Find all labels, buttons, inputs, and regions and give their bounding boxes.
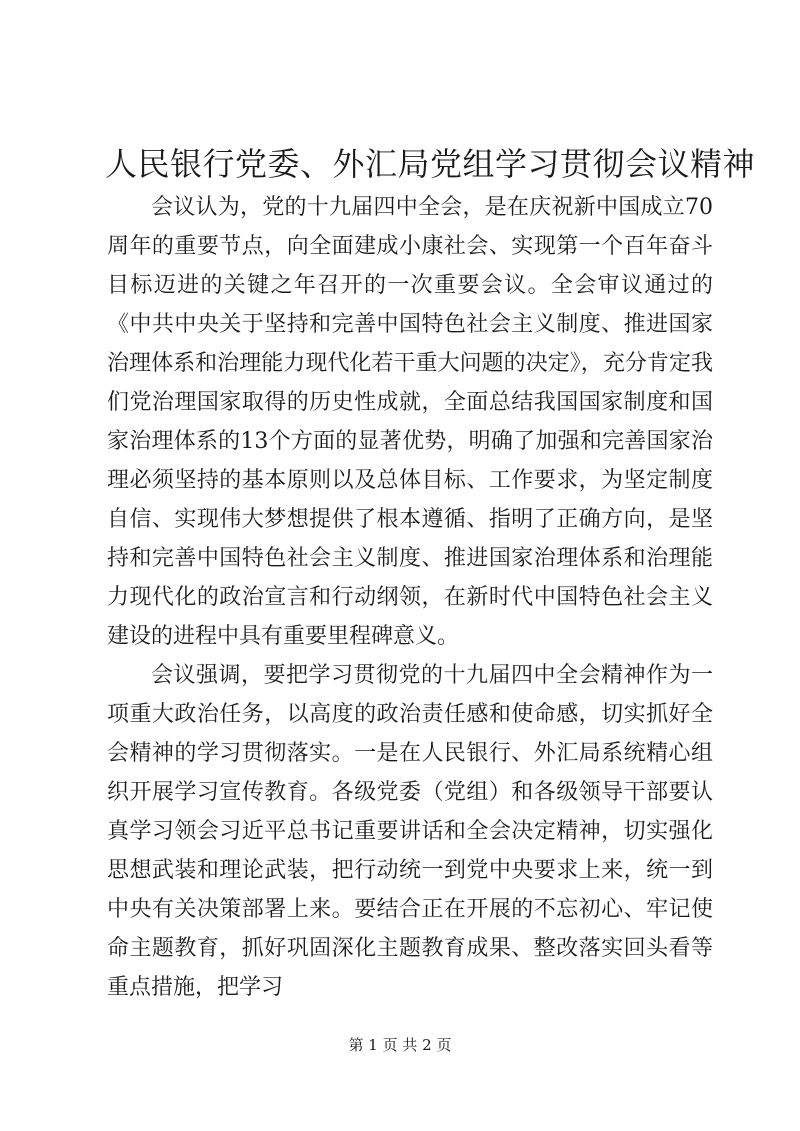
- paragraph-meeting-view: 会议认为，党的十九届四中全会，是在庆祝新中国成立70周年的重要节点，向全面建成小康社会、实现第一个百年奋斗目标迈进的关键之年召开的一次重要会议。全会审议通过的《中共中央关于坚持和完善中国特色社会主义制度、推进国家治理体系和治理能力现代化若干重大问题的决定》，充分肯定我们党治理国家取得的历史性成就，全面总结我国国家制度和国家治理体系的13个方面的显著优势，明确了加强和完善国家治理必须坚持的基本原则以及总体目标、工作要求，为坚定制度自信、实现伟大梦想提供了根本遵循、指明了正确方向，是坚持和完善中国特色社会主义制度、推进国家治理体系和治理能力现代化的政治宣言和行动纲领，在新时代中国特色社会主义建设的进程中具有重要里程碑意义。: [107, 195, 713, 649]
- page-footer: 第 1 页 共 2 页: [348, 1036, 452, 1054]
- paragraph-meeting-emphasis: 会议强调，要把学习贯彻党的十九届四中全会精神作为一项重大政治任务，以高度的政治责任感和使命感，切实抓好全会精神的学习贯彻落实。一是在人民银行、外汇局系统精心组织开展学习宣传教育。各级党委（党组）和各级领导干部要认真学习领会习近平总书记重要讲话和全会决定精神，切实强化思想武装和理论武装，把行动统一到党中央要求上来，统一到中央有关决策部署上来。要结合正在开展的不忘初心、牢记使命主题教育，抓好巩固深化主题教育成果、整改落实回头看等重点措施，把学习: [107, 663, 713, 1000]
- document-title: 人民银行党委、外汇局党组学习贯彻会议精神: [105, 145, 756, 183]
- document-body: [107, 188, 713, 1007]
